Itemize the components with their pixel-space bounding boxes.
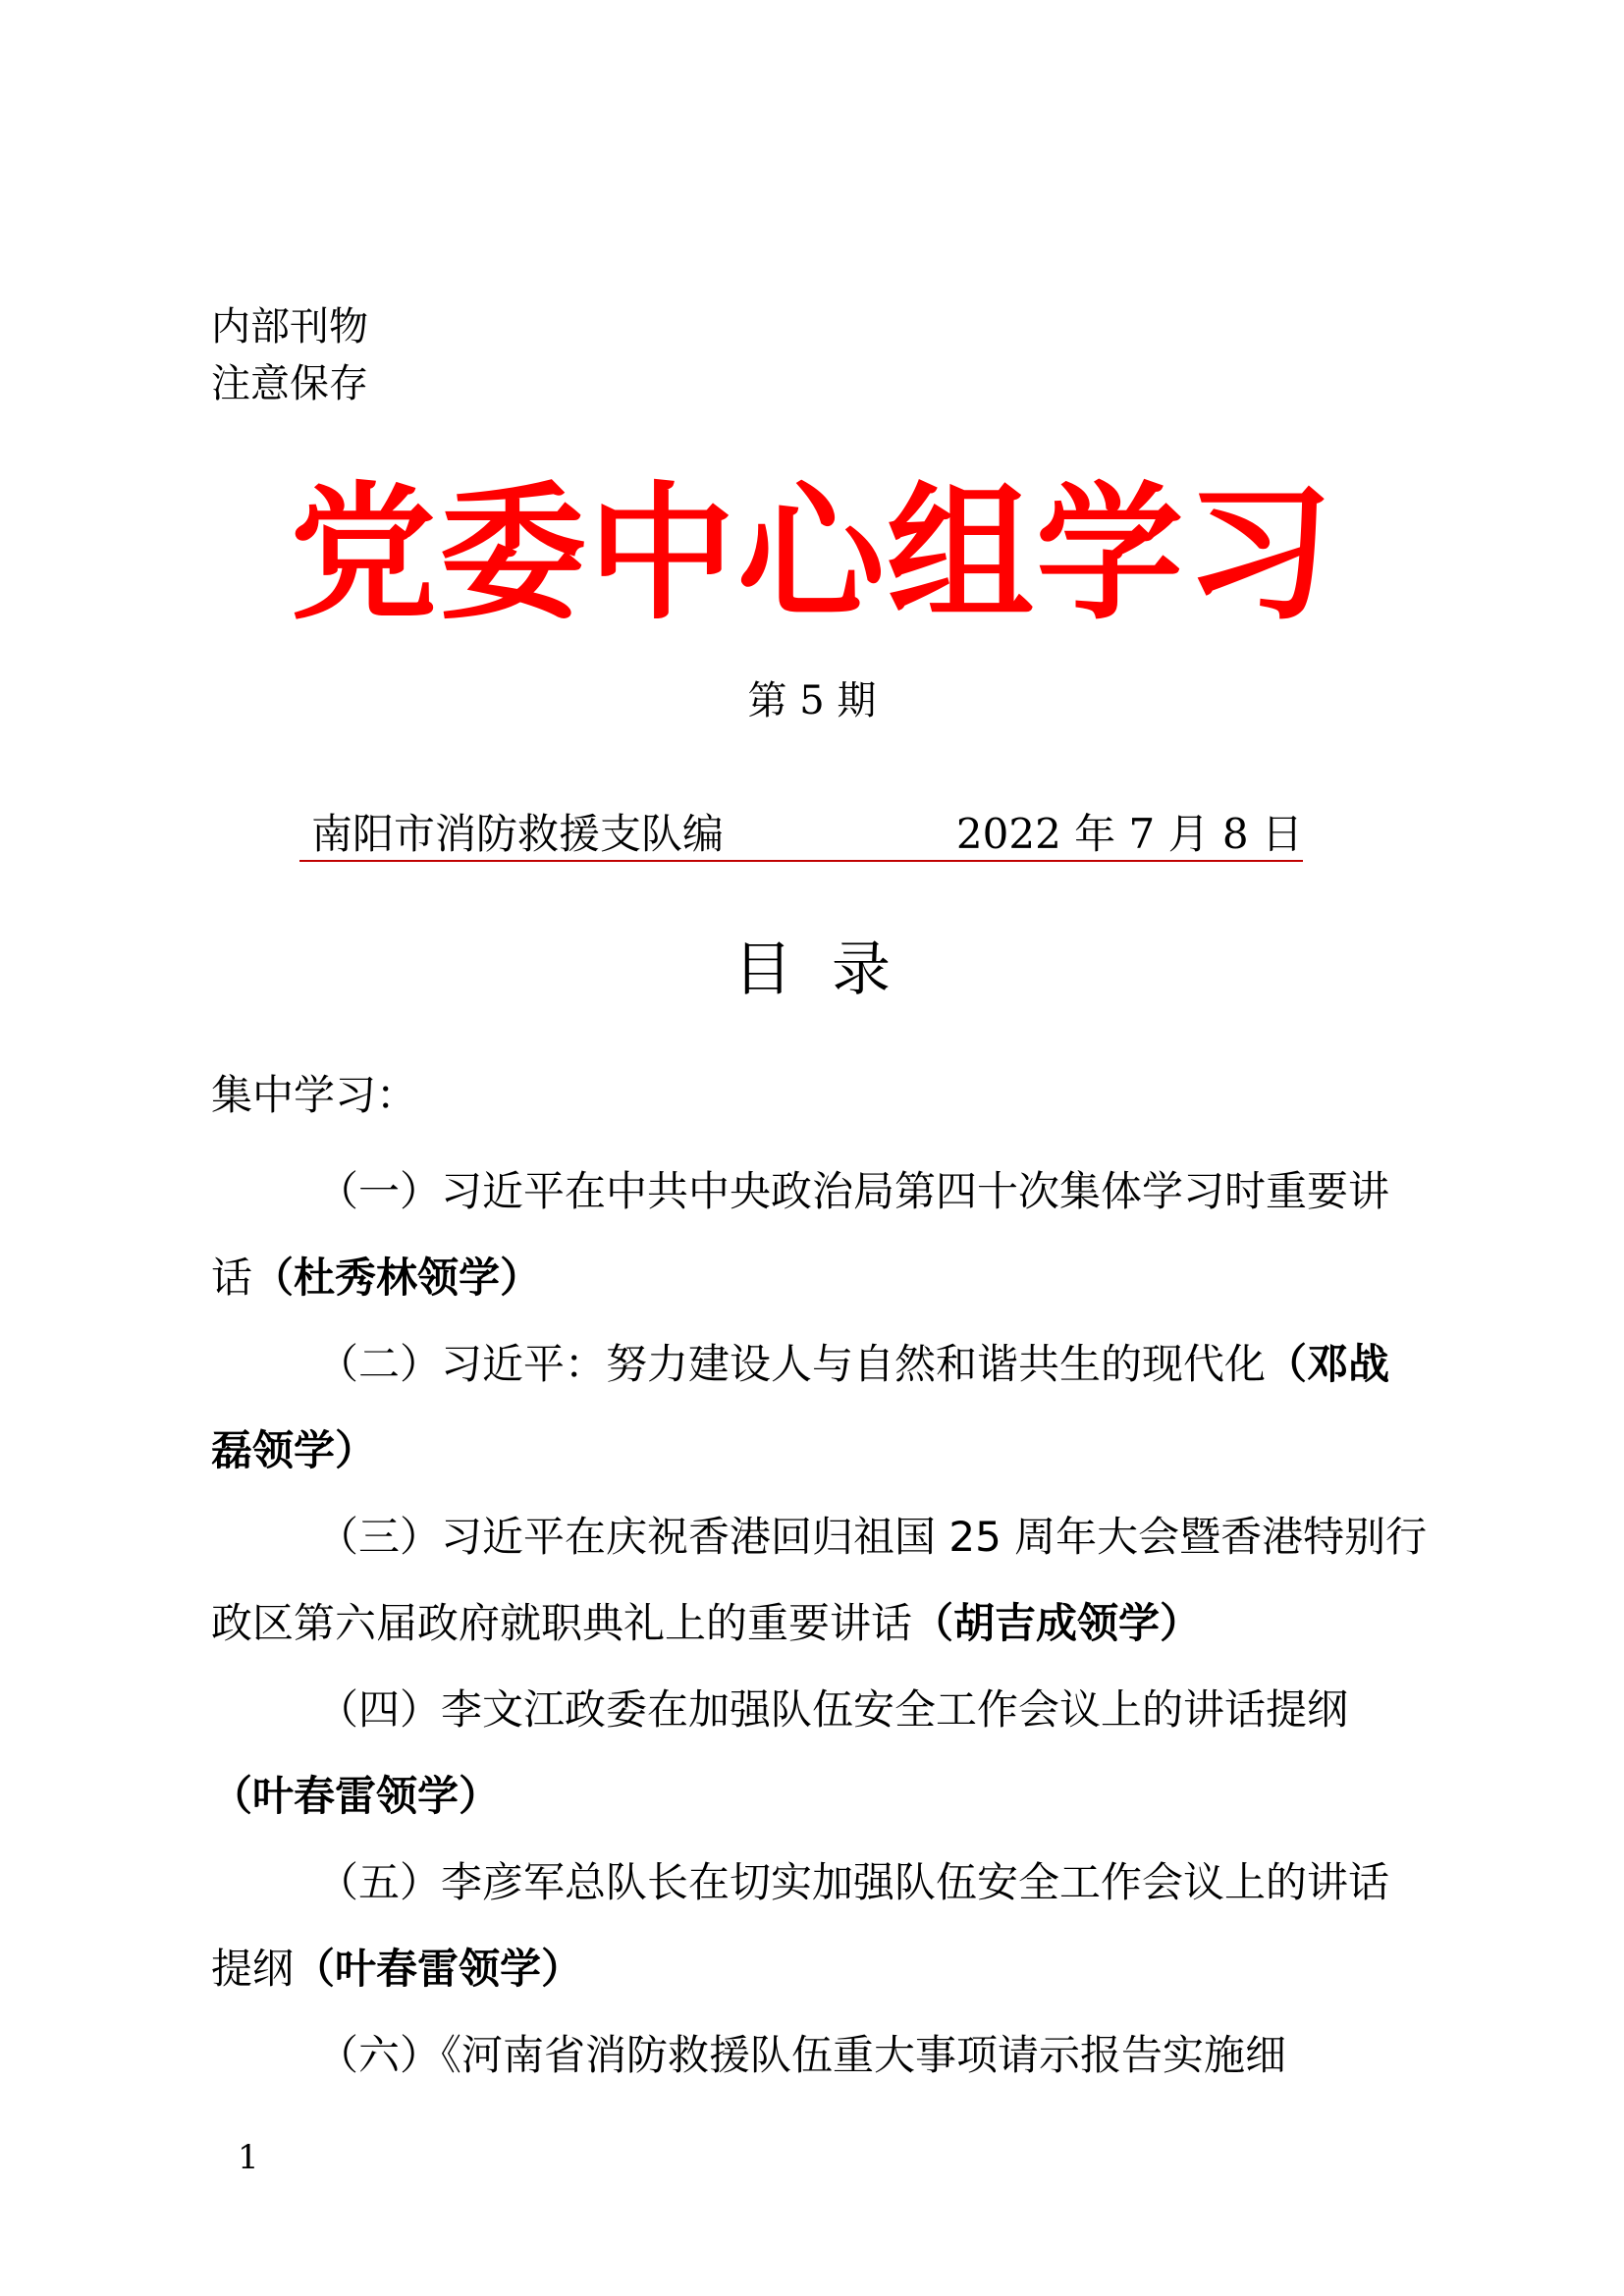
table-of-contents	[211, 1148, 1429, 2099]
red-divider-line	[299, 860, 1303, 862]
toc-item	[211, 1494, 1429, 1667]
toc-item	[211, 1321, 1429, 1494]
toc-item	[211, 2012, 1429, 2099]
toc-item-lead: （杜秀林领学）	[252, 1254, 542, 1302]
toc-item-text: （六）《河南省消防救援队伍重大事项请示报告实施细	[317, 2031, 1287, 2079]
page-number: 1	[238, 2138, 259, 2177]
toc-item-text: （二）习近平：努力建设人与自然和谐共生的现代化	[317, 1340, 1267, 1388]
issue-number: 第 5 期	[747, 678, 877, 723]
publication-info	[299, 807, 1303, 862]
keep-safe-label: 注意保存	[211, 361, 368, 406]
publisher: 南阳市消防救援支队编	[311, 810, 725, 858]
toc-item	[211, 1148, 1429, 1321]
toc-item	[211, 1667, 1429, 1840]
toc-item-lead: （叶春雷领学）	[211, 1772, 501, 1820]
publication-date: 2022 年 7 月 8 日	[955, 810, 1303, 858]
toc-item-lead: （叶春雷领学）	[294, 1945, 583, 1993]
toc-heading: 目录	[733, 935, 930, 1004]
toc-item-text: （四）李文江政委在加强队伍安全工作会议上的讲话提纲	[317, 1685, 1349, 1734]
toc-item-text: （五）李彦军总队长在切实加强队伍安全工作会议上的讲话提纲	[211, 1858, 1390, 1993]
masthead-title: 党委中心组学习	[289, 469, 1334, 640]
toc-item	[211, 1840, 1429, 2012]
toc-section-label: 集中学习：	[211, 1071, 418, 1119]
toc-item-lead: （邓战磊领学）	[211, 1340, 1390, 1474]
toc-item-lead: （胡吉成领学）	[912, 1599, 1202, 1647]
internal-publication-notice	[211, 298, 368, 412]
toc-item-text: （一）习近平在中共中央政治局第四十次集体学习时重要讲话	[211, 1167, 1390, 1302]
internal-publication-label: 内部刊物	[211, 304, 368, 349]
toc-item-text: （三）习近平在庆祝香港回归祖国 25 周年大会暨香港特别行政区第六届政府就职典礼上的重要讲话	[211, 1513, 1428, 1647]
